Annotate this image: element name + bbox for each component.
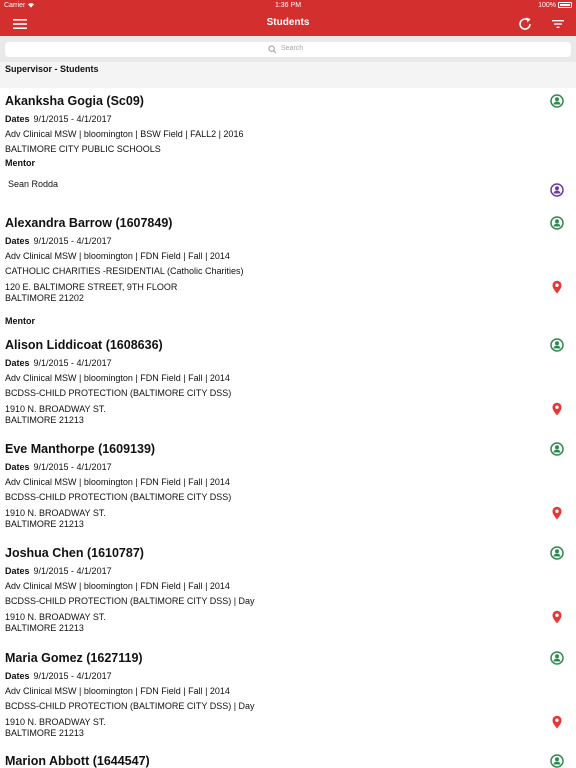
location-pin-icon[interactable] xyxy=(550,280,564,294)
location-pin-icon[interactable] xyxy=(550,610,564,624)
student-row[interactable] xyxy=(0,540,576,645)
student-dates: Dates 9/1/2015 - 4/1/2017 xyxy=(5,671,112,681)
filter-icon[interactable] xyxy=(550,16,566,32)
search-bar xyxy=(0,36,576,62)
battery-label: 100% xyxy=(538,2,572,9)
section-header: Supervisor - Students xyxy=(0,62,576,88)
page-title: Students xyxy=(266,17,310,28)
location-pin-icon[interactable] xyxy=(550,402,564,416)
mentor-label: Mentor xyxy=(5,158,35,168)
student-program: Adv Clinical MSW | bloomington | FDN Field | Fall | 2014 xyxy=(5,373,230,383)
search-placeholder: Search xyxy=(281,45,304,52)
status-time: 1:36 PM xyxy=(274,2,302,9)
student-agency: BCDSS-CHILD PROTECTION (BALTIMORE CITY DSS) | Day xyxy=(5,596,255,606)
student-profile-icon[interactable] xyxy=(550,442,564,456)
student-address-line1: 1910 N. BROADWAY ST. xyxy=(5,612,106,622)
student-profile-icon[interactable] xyxy=(550,216,564,230)
student-agency: BCDSS-CHILD PROTECTION (BALTIMORE CITY DSS) | Day xyxy=(5,701,255,711)
student-name: Alison Liddicoat (1608636) xyxy=(5,338,163,352)
student-dates: Dates 9/1/2015 - 4/1/2017 xyxy=(5,462,112,472)
student-list xyxy=(0,88,576,768)
student-address-line2: BALTIMORE 21202 xyxy=(5,293,84,303)
student-name: Joshua Chen (1610787) xyxy=(5,546,144,560)
student-row[interactable] xyxy=(0,88,576,210)
status-bar xyxy=(0,0,576,12)
student-address-line1: 1910 N. BROADWAY ST. xyxy=(5,508,106,518)
student-name: Marion Abbott (1644547) xyxy=(5,754,150,768)
student-program: Adv Clinical MSW | bloomington | FDN Field | Fall | 2014 xyxy=(5,477,230,487)
student-program: Adv Clinical MSW | bloomington | BSW Field | FALL2 | 2016 xyxy=(5,129,244,139)
nav-bar xyxy=(0,12,576,36)
student-profile-icon[interactable] xyxy=(550,651,564,665)
student-address-line1: 120 E. BALTIMORE STREET, 9TH FLOOR xyxy=(5,282,178,292)
location-pin-icon[interactable] xyxy=(550,506,564,520)
mentor-name: Sean Rodda xyxy=(8,179,59,189)
student-profile-icon[interactable] xyxy=(550,754,564,768)
student-program: Adv Clinical MSW | bloomington | FDN Field | Fall | 2014 xyxy=(5,581,230,591)
mentor-label: Mentor xyxy=(5,316,35,326)
student-dates: Dates 9/1/2015 - 4/1/2017 xyxy=(5,236,112,246)
student-program: Adv Clinical MSW | bloomington | FDN Field | Fall | 2014 xyxy=(5,686,230,696)
student-agency: BCDSS-CHILD PROTECTION (BALTIMORE CITY DSS) xyxy=(5,388,232,398)
student-name: Alexandra Barrow (1607849) xyxy=(5,216,173,230)
student-name: Eve Manthorpe (1609139) xyxy=(5,442,156,456)
student-row[interactable] xyxy=(0,436,576,540)
student-dates: Dates 9/1/2015 - 4/1/2017 xyxy=(5,114,112,124)
student-address-line2: BALTIMORE 21213 xyxy=(5,519,84,529)
search-icon xyxy=(268,45,277,54)
student-dates: Dates 9/1/2015 - 4/1/2017 xyxy=(5,566,112,576)
student-row[interactable] xyxy=(0,748,576,768)
student-profile-icon[interactable] xyxy=(550,546,564,560)
student-address-line1: 1910 N. BROADWAY ST. xyxy=(5,717,106,727)
student-program: Adv Clinical MSW | bloomington | FDN Field | Fall | 2014 xyxy=(5,251,230,261)
carrier-label: Carrier xyxy=(4,2,35,9)
mentor-profile-icon[interactable] xyxy=(550,183,564,197)
battery-icon xyxy=(558,2,572,8)
student-agency: BCDSS-CHILD PROTECTION (BALTIMORE CITY DSS) xyxy=(5,492,232,502)
location-pin-icon[interactable] xyxy=(550,715,564,729)
student-name: Akanksha Gogia (Sc09) xyxy=(5,94,144,108)
student-row[interactable] xyxy=(0,645,576,748)
student-name: Maria Gomez (1627119) xyxy=(5,651,143,665)
student-address-line2: BALTIMORE 21213 xyxy=(5,623,84,633)
student-address-line2: BALTIMORE 21213 xyxy=(5,728,84,738)
student-dates: Dates 9/1/2015 - 4/1/2017 xyxy=(5,358,112,368)
student-row[interactable] xyxy=(0,210,576,332)
student-profile-icon[interactable] xyxy=(550,94,564,108)
refresh-icon[interactable] xyxy=(517,16,533,32)
student-agency: CATHOLIC CHARITIES -RESIDENTIAL (Catholic Charities) xyxy=(5,266,244,276)
student-row[interactable] xyxy=(0,332,576,436)
student-address-line2: BALTIMORE 21213 xyxy=(5,415,84,425)
student-agency: BALTIMORE CITY PUBLIC SCHOOLS xyxy=(5,144,161,154)
student-profile-icon[interactable] xyxy=(550,338,564,352)
student-address-line1: 1910 N. BROADWAY ST. xyxy=(5,404,106,414)
